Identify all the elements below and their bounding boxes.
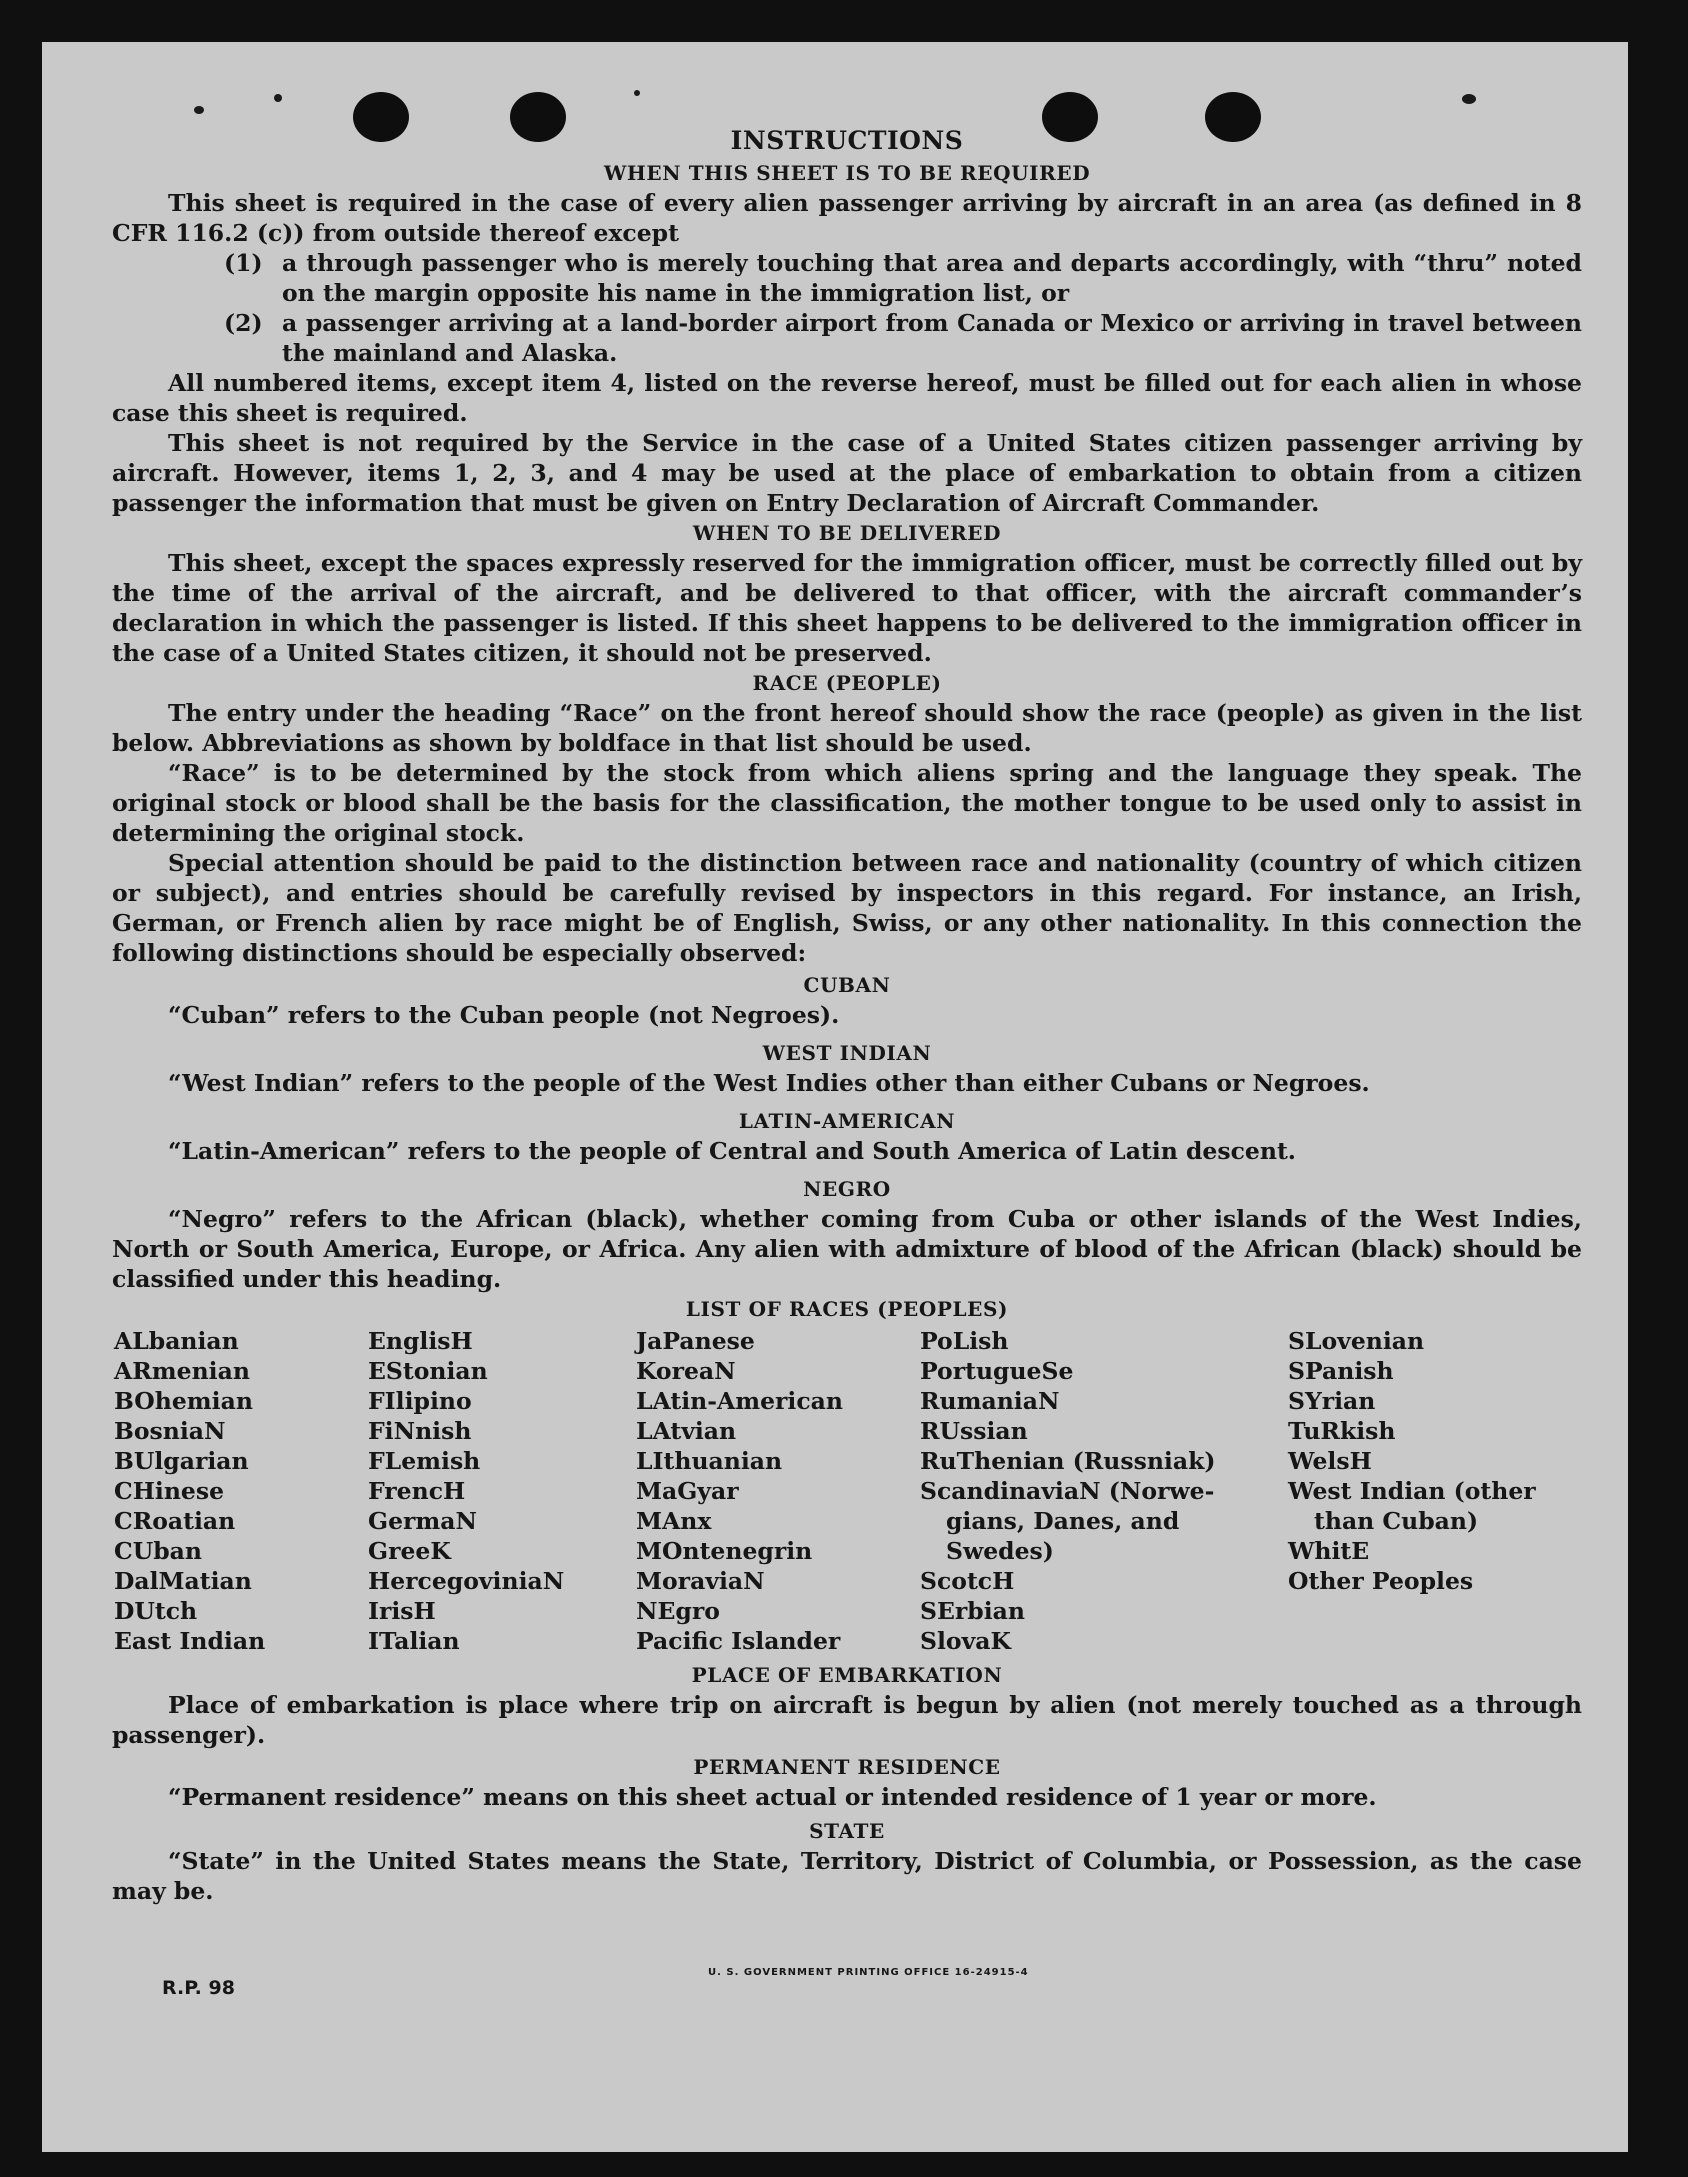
races-column [368, 1326, 636, 1656]
heading-state: STATE [809, 1819, 885, 1843]
race-entry: DUtch [114, 1597, 198, 1625]
paragraph: “Race” is to be determined by the stock from which aliens spring and the language they speak. The original stock or blood shall be the basis for the classification, the mother tongue to be used only to assist in determining the original stock. [112, 759, 1582, 847]
speck [1462, 94, 1476, 104]
race-entry: NEgro [636, 1597, 720, 1625]
heading-place-of-embarkation: PLACE OF EMBARKATION [691, 1663, 1003, 1687]
race-entry: FiNnish [368, 1417, 472, 1445]
race-entry: gians, Danes, and [946, 1507, 1180, 1535]
race-entry: GreeK [368, 1537, 451, 1565]
paragraph: “State” in the United States means the State, Territory, District of Columbia, or Possession, as the case may be. [112, 1847, 1582, 1905]
race-entry: GermaN [368, 1507, 477, 1535]
race-entry: FIlipino [368, 1387, 472, 1415]
speck [194, 106, 204, 114]
document-sheet [42, 42, 1628, 2152]
heading-when-required: WHEN THIS SHEET IS TO BE REQUIRED [603, 161, 1091, 185]
race-entry: LIthuanian [636, 1447, 783, 1475]
race-entry: WelsH [1288, 1447, 1372, 1475]
race-entry: BUlgarian [114, 1447, 249, 1475]
heading-latin-american: LATIN-AMERICAN [738, 1109, 956, 1133]
races-column [1288, 1326, 1558, 1656]
race-entry: JaPanese [636, 1327, 755, 1355]
race-entry: BosniaN [114, 1417, 226, 1445]
race-entry: ScotcH [920, 1567, 1015, 1595]
heading-when-delivered: WHEN TO BE DELIVERED [692, 521, 1002, 545]
race-entry: CRoatian [114, 1507, 236, 1535]
paragraph: “Latin-American” refers to the people of Central and South America of Latin descent. [168, 1137, 1296, 1165]
paragraph: “West Indian” refers to the people of the West Indies other than either Cubans or Negroes. [168, 1069, 1370, 1097]
race-entry: DalMatian [114, 1567, 252, 1595]
speck [634, 90, 640, 96]
race-entry: SPanish [1288, 1357, 1394, 1385]
item-text: a through passenger who is merely touching that area and departs accordingly, with “thru” noted on the margin opposite his name in the immigration list, or [282, 249, 1582, 307]
race-entry: than Cuban) [1314, 1507, 1479, 1535]
heading-race: RACE (PEOPLE) [752, 671, 942, 695]
race-entry: EnglisH [368, 1327, 473, 1355]
race-entry: BOhemian [114, 1387, 253, 1415]
race-entry: ALbanian [114, 1327, 239, 1355]
race-entry: SErbian [920, 1597, 1025, 1625]
race-entry: EStonian [368, 1357, 488, 1385]
race-entry: CUban [114, 1537, 202, 1565]
races-list [114, 1326, 1582, 1656]
race-entry: PoLish [920, 1327, 1009, 1355]
race-entry: FLemish [368, 1447, 481, 1475]
list-item [112, 248, 1582, 308]
list-item [112, 308, 1582, 368]
printer-imprint: U. S. GOVERNMENT PRINTING OFFICE 16-24915-4 [708, 1967, 1029, 1978]
heading-permanent-residence: PERMANENT RESIDENCE [693, 1755, 1001, 1779]
heading-negro: NEGRO [803, 1177, 891, 1201]
race-entry: SlovaK [920, 1627, 1011, 1655]
race-entry: MoraviaN [636, 1567, 765, 1595]
races-column [114, 1326, 368, 1656]
race-entry: WhitE [1288, 1537, 1370, 1565]
race-entry: HercegoviniaN [368, 1567, 565, 1595]
speck [274, 94, 282, 102]
race-entry: PortugueSe [920, 1357, 1074, 1385]
race-entry: FrencH [368, 1477, 466, 1505]
race-entry: MaGyar [636, 1477, 739, 1505]
heading-west-indian: WEST INDIAN [762, 1041, 932, 1065]
paragraph: This sheet, except the spaces expressly reserved for the immigration officer, must be correctly filled out by the time of the arrival of the aircraft, and be delivered to that officer, with the aircraft commander’s declaration in which the passenger is listed. If this sheet happens to be delivered to the immigration officer in the case of a United States citizen, it should not be preserved. [112, 549, 1582, 667]
paragraph: Special attention should be paid to the distinction between race and nationality (country of which citizen or subject), and entries should be carefully revised by inspectors in this regard. For instance, an Irish, German, or French alien by race might be of English, Swiss, or any other nationality. In this connection the following distinctions should be especially observed: [112, 849, 1582, 967]
race-entry: LAtin-American [636, 1387, 843, 1415]
race-entry: East Indian [114, 1627, 266, 1655]
race-entry: CHinese [114, 1477, 225, 1505]
paragraph: The entry under the heading “Race” on the front hereof should show the race (people) as given in the list below. Abbreviations as shown by boldface in that list should be used. [112, 699, 1582, 757]
paragraph: “Permanent residence” means on this sheet actual or intended residence of 1 year or more. [168, 1783, 1377, 1811]
race-entry: Other Peoples [1288, 1567, 1474, 1595]
race-entry: TuRkish [1288, 1417, 1396, 1445]
race-entry: Swedes) [946, 1537, 1054, 1565]
instructions-content [112, 124, 1582, 1906]
race-entry: IrisH [368, 1597, 436, 1625]
race-entry: LAtvian [636, 1417, 737, 1445]
form-number: R.P. 98 [162, 1977, 235, 1999]
race-entry: SLovenian [1288, 1327, 1425, 1355]
race-entry: ITalian [368, 1627, 460, 1655]
heading-cuban: CUBAN [803, 973, 891, 997]
paragraph: “Negro” refers to the African (black), whether coming from Cuba or other islands of the West Indies, North or South America, Europe, or Africa. Any alien with admixture of blood of the African (black) should be classified under this heading. [112, 1205, 1582, 1293]
paragraph: This sheet is not required by the Service in the case of a United States citizen passenger arriving by aircraft. However, items 1, 2, 3, and 4 may be used at the place of embarkation to obtain from a citizen passenger the information that must be given on Entry Declaration of Aircraft Commander. [112, 429, 1582, 517]
race-entry: ScandinaviaN (Norwe- [920, 1477, 1215, 1505]
race-entry: ARmenian [114, 1357, 250, 1385]
paragraph: “Cuban” refers to the Cuban people (not Negroes). [168, 1001, 840, 1029]
races-column [636, 1326, 920, 1656]
race-entry: KoreaN [636, 1357, 736, 1385]
race-entry: Pacific Islander [636, 1627, 841, 1655]
race-entry: West Indian (other [1288, 1477, 1536, 1505]
race-entry: MOntenegrin [636, 1537, 813, 1565]
paragraph: Place of embarkation is place where trip on aircraft is begun by alien (not merely touched as a through passenger). [112, 1691, 1582, 1749]
race-entry: MAnx [636, 1507, 712, 1535]
page-title: INSTRUCTIONS [730, 126, 964, 155]
item-text: a passenger arriving at a land-border airport from Canada or Mexico or arriving in travel between the mainland and Alaska. [282, 309, 1582, 367]
race-entry: SYrian [1288, 1387, 1376, 1415]
paragraph: All numbered items, except item 4, listed on the reverse hereof, must be filled out for each alien in whose case this sheet is required. [112, 369, 1582, 427]
paragraph: This sheet is required in the case of every alien passenger arriving by aircraft in an area (as defined in 8 CFR 116.2 (c)) from outside thereof except [112, 189, 1582, 247]
item-number: (1) [224, 249, 263, 277]
item-number: (2) [224, 309, 263, 337]
heading-list-of-races: LIST OF RACES (PEOPLES) [685, 1297, 1009, 1321]
race-entry: RumaniaN [920, 1387, 1060, 1415]
races-column [920, 1326, 1288, 1656]
race-entry: RuThenian (Russniak) [920, 1447, 1216, 1475]
race-entry: RUssian [920, 1417, 1028, 1445]
